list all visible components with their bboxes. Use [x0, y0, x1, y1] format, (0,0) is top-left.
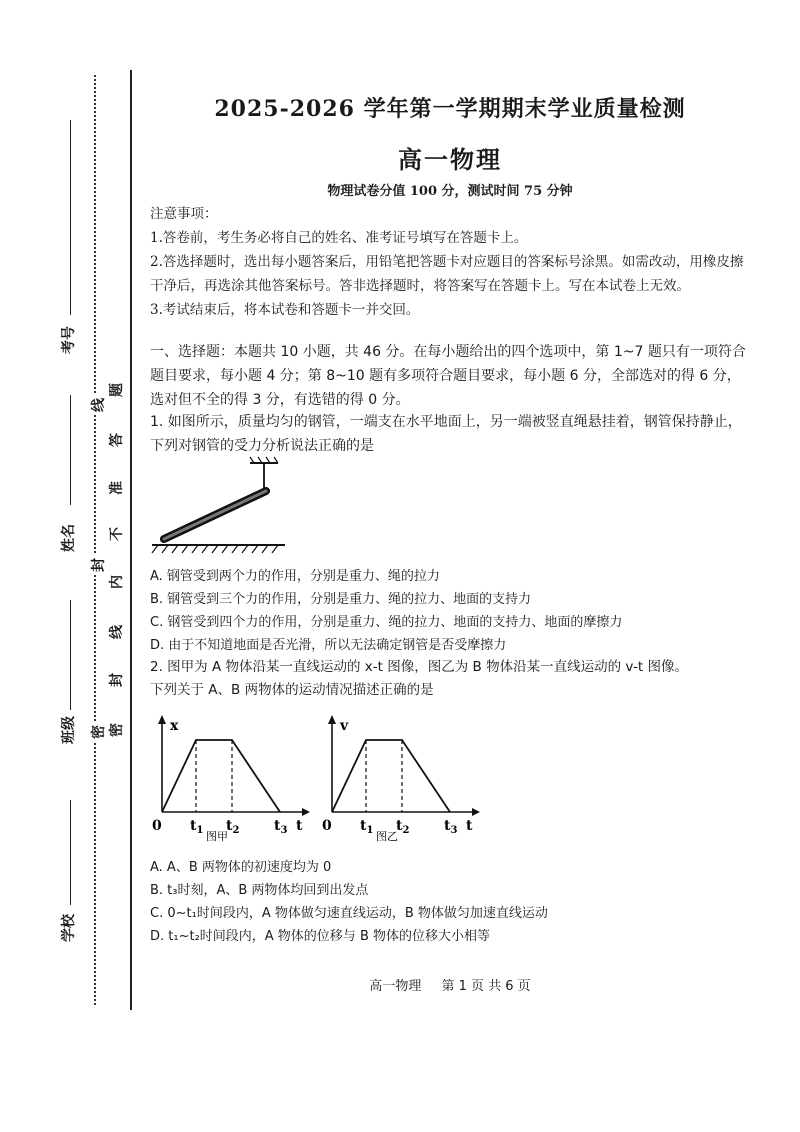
q1-option-a: A. 钢管受到两个力的作用，分别是重力、绳的拉力: [150, 569, 440, 584]
page-footer: [150, 975, 750, 994]
seal-outer-mi: 密: [88, 722, 108, 742]
seal-char-xian: 线: [109, 625, 125, 639]
question-1-options: [150, 565, 750, 657]
graph-b-xlabel: t: [466, 818, 473, 834]
q2-option-b: B. t₃时刻，A、B 两物体均回到出发点: [150, 883, 369, 898]
q1-option-d: D. 由于不知道地面是否光滑，所以无法确定钢管是否受摩擦力: [150, 638, 507, 653]
q1-option-b: B. 钢管受到三个力的作用，分别是重力、绳的拉力、地面的支持力: [150, 592, 532, 607]
graph-b-origin: 0: [322, 818, 332, 834]
footer-page-number: 第 1 页 共 6 页: [441, 979, 531, 994]
seal-char-nei: 内: [109, 575, 125, 589]
graph-a-ylabel: x: [170, 718, 179, 734]
seal-outer-xian: 线: [88, 395, 108, 415]
exam-number-label: 考号: [61, 326, 77, 354]
exam-number-blank: [70, 120, 71, 315]
class-label: 班级: [61, 716, 77, 744]
graph-a-t3: $t_3$: [274, 818, 288, 836]
seal-char-zhun: 准: [109, 481, 125, 495]
notes-item-1: 1.答卷前，考生务必将自己的姓名、准考证号填写在答题卡上。: [150, 230, 528, 246]
seal-char-mi: 密: [109, 723, 125, 737]
notes-block: [150, 202, 750, 322]
seal-char-bu: 不: [109, 527, 125, 541]
graph-b-t3: $t_3$: [444, 818, 458, 836]
question-2-stem: [150, 656, 750, 702]
notes-item-3: 3.考试结束后，将本试卷和答题卡一并交回。: [150, 302, 420, 318]
graph-a-origin: 0: [152, 818, 162, 834]
seal-outer-feng: 封: [88, 555, 108, 575]
graph-b-caption: 图乙: [376, 830, 398, 842]
graph-b-ylabel: v: [340, 718, 349, 734]
class-blank: [70, 600, 71, 710]
question-1-figure: [150, 455, 320, 560]
q2-stem-line-1: 2. 图甲为 A 物体沿某一直线运动的 x-t 图像，图乙为 B 物体沿某一直线运动的 v-t 图像。: [150, 659, 688, 675]
binding-solid-line: [130, 70, 132, 1010]
name-blank: [70, 395, 71, 505]
seal-char-feng: 封: [109, 673, 125, 687]
q2-option-c: C. 0~t₁时间段内，A 物体做匀速直线运动，B 物体做匀加速直线运动: [150, 906, 548, 921]
notes-item-2: 2.答选择题时，选出每小题答案后，用铅笔把答题卡对应题目的答案标号涂黑。如需改动，用橡皮擦干净后，再选涂其他答案标号。答非选择题时，将答案写在答题卡上。写在本试卷上无效。: [150, 254, 744, 294]
graph-b-vt: [320, 712, 480, 842]
name-label: 姓名: [61, 524, 77, 552]
binding-dotted-line: [94, 75, 96, 1005]
question-1-stem: 1. 如图所示，质量均匀的钢管，一端支在水平地面上，另一端被竖直绳悬挂着，钢管保持静止，下列对钢管的受力分析说法正确的是: [150, 414, 742, 454]
seal-char-da: 答: [109, 433, 125, 447]
seal-char-ti: 题: [109, 383, 125, 397]
exam-meta: 物理试卷分值 100 分，测试时间 75 分钟: [327, 184, 573, 199]
q2-stem-line-2: 下列关于 A、B 两物体的运动情况描述正确的是: [150, 682, 434, 698]
graph-b-line: [332, 740, 450, 812]
graph-a-t2: $t_2$: [226, 818, 240, 836]
section-1-instructions: 一、选择题：本题共 10 小题，共 46 分。在每小题给出的四个选项中，第 1~7 题只有一项符合题目要求，每小题 4 分；第 8~10 题有多项符合题目要求，每小题 6 分，全部选对的得 6 分，选对但不全的得 3 分，有选错的得 0 分。: [150, 344, 746, 408]
footer-subject: 高一物理: [369, 979, 422, 994]
school-blank: [70, 800, 71, 905]
school-label: 学校: [61, 914, 77, 942]
graph-a-t1: $t_1$: [190, 818, 204, 836]
graph-b-t1: $t_1$: [360, 818, 374, 836]
exam-title: 2025-2026 学年第一学期期末学业质量检测: [214, 96, 686, 122]
graph-a-line: [162, 740, 280, 812]
q1-option-c: C. 钢管受到四个力的作用，分别是重力、绳的拉力、地面的支持力、地面的摩擦力: [150, 615, 623, 630]
q2-option-a: A. A、B 两物体的初速度均为 0: [150, 860, 332, 875]
notes-heading: 注意事项：: [150, 206, 218, 222]
graph-b-t2: $t_2$: [396, 818, 410, 836]
q2-option-d: D. t₁~t₂时间段内，A 物体的位移与 B 物体的位移大小相等: [150, 929, 490, 944]
question-2-options: [150, 856, 750, 948]
graph-a-xt: [150, 712, 310, 842]
graph-a-xlabel: t: [296, 818, 303, 834]
exam-subject: 高一物理: [398, 145, 502, 174]
graph-a-caption: 图甲: [206, 830, 228, 842]
